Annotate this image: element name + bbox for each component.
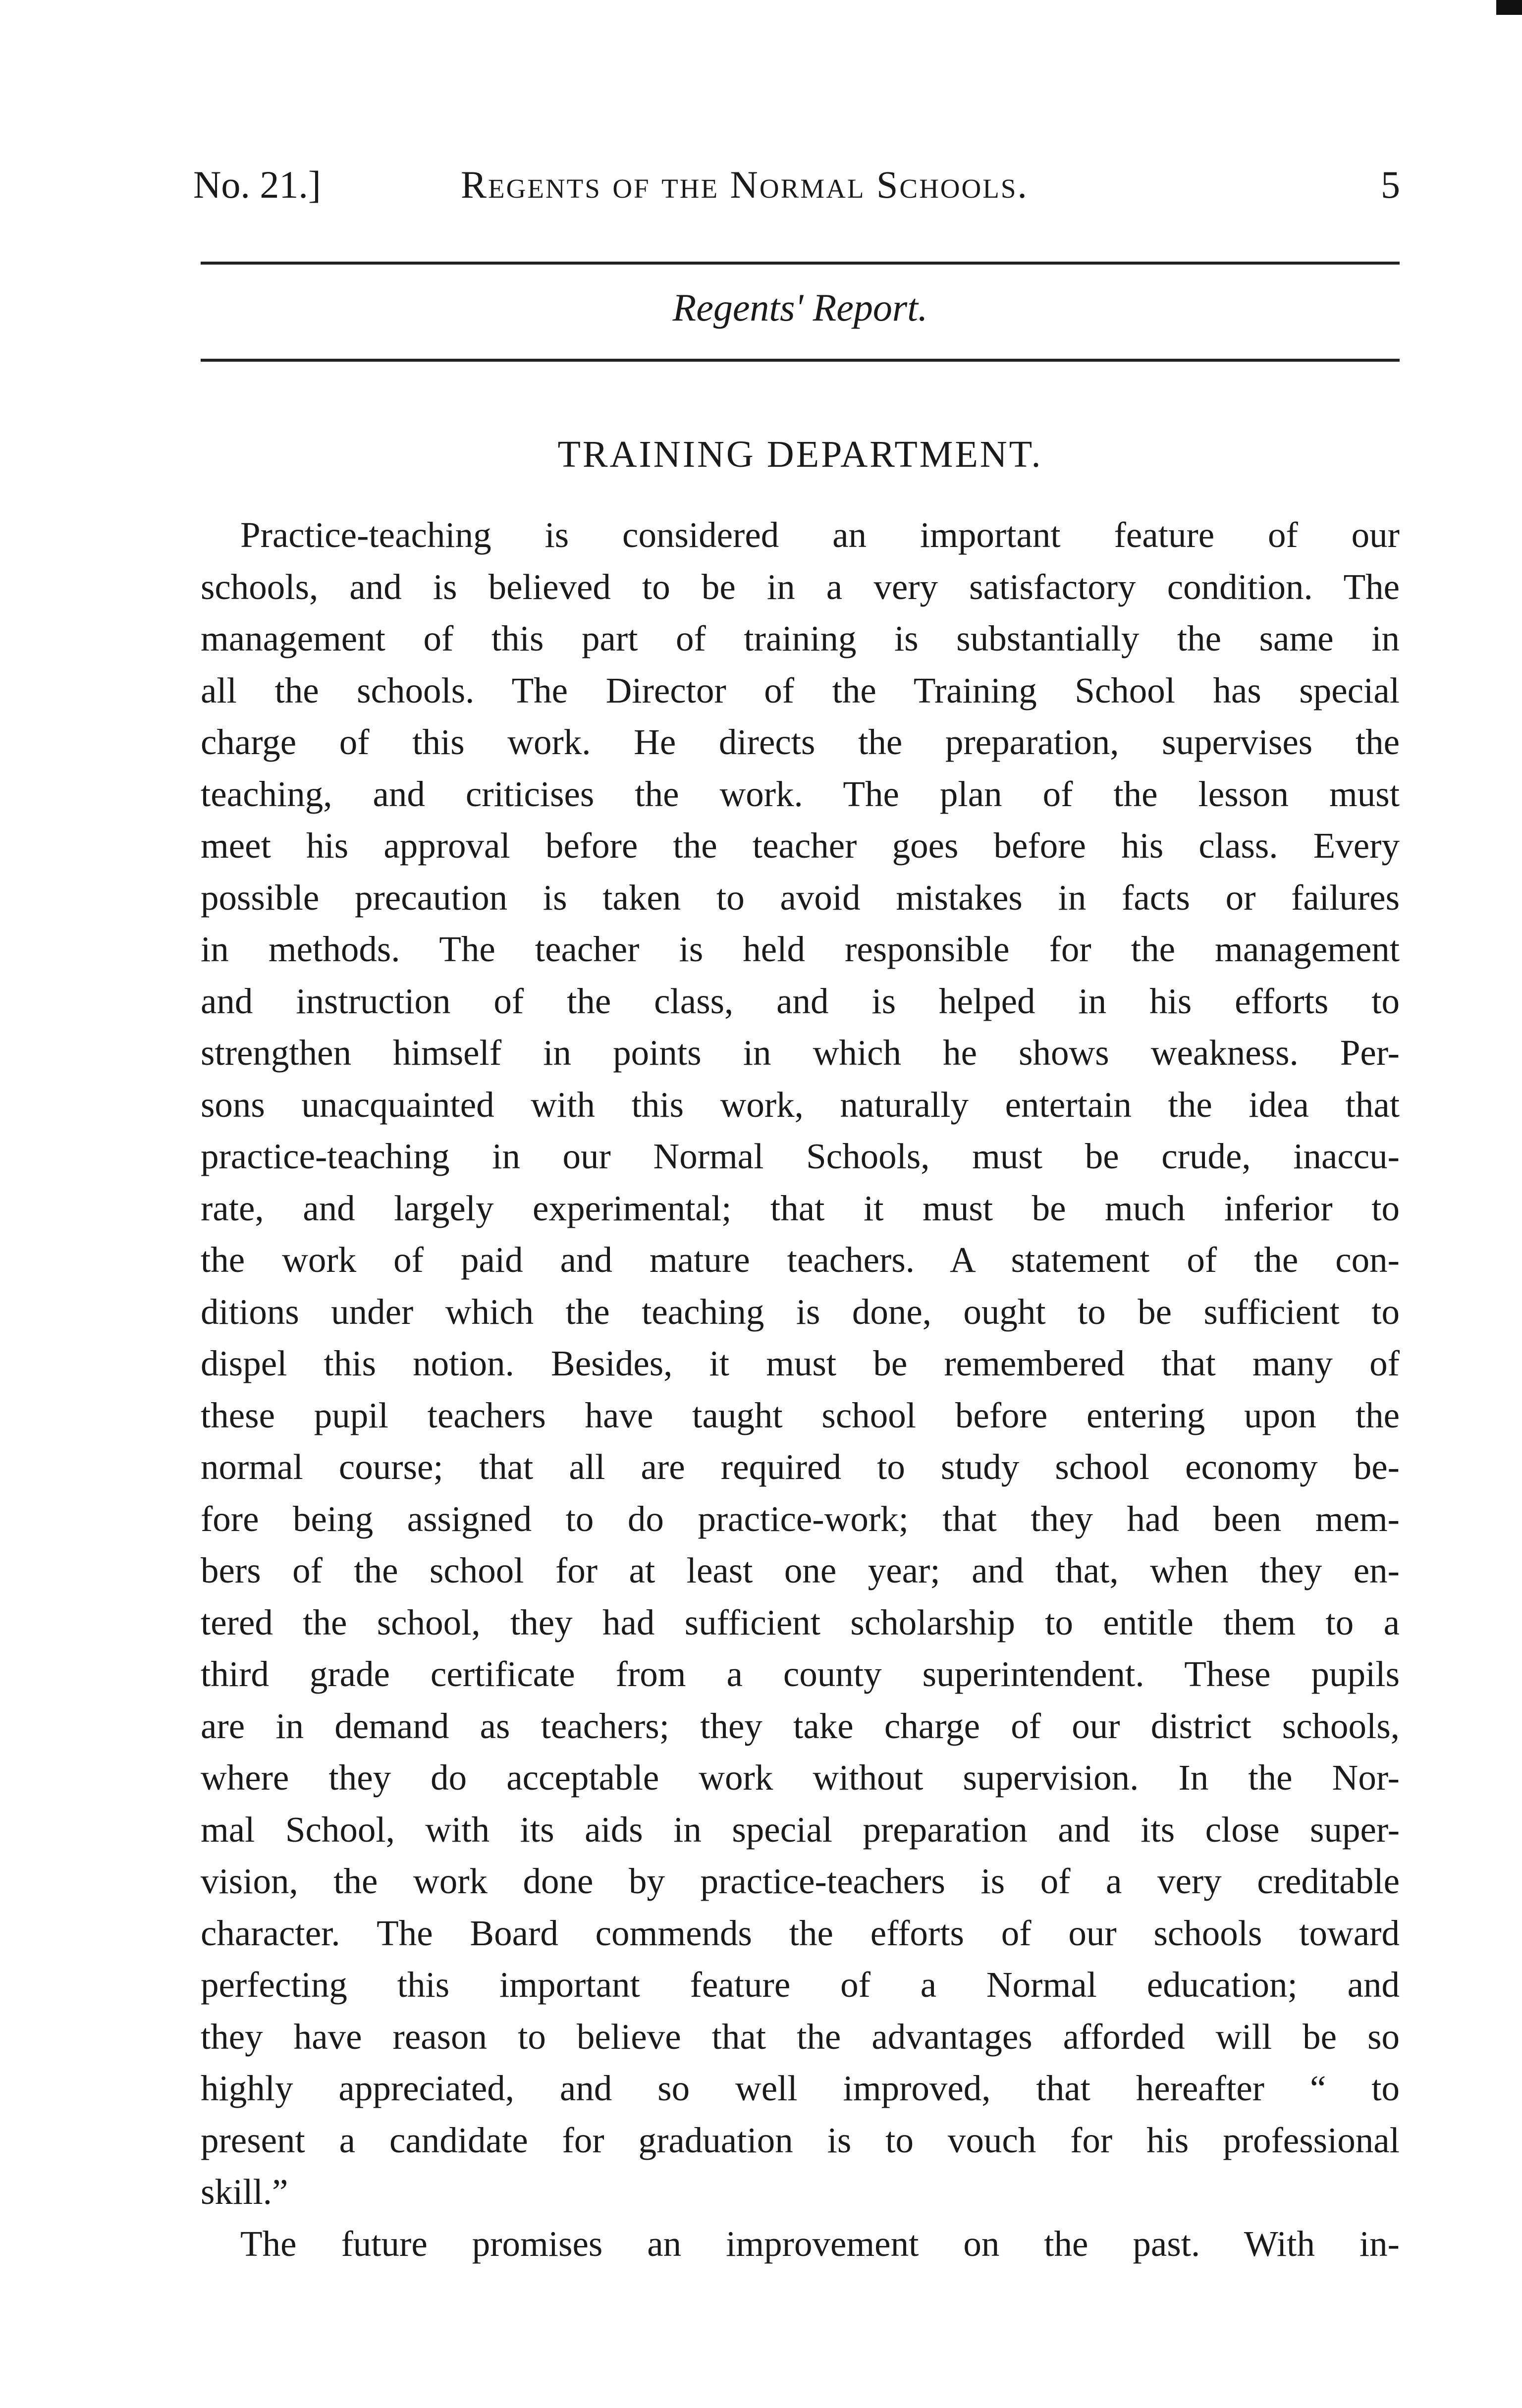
running-title: Regents of the Normal Schools.: [461, 163, 1029, 206]
text-line: Practice-teaching is considered an important feature of our: [240, 515, 1400, 555]
text-line: teaching, and criticises the work. The plan of the lesson must: [201, 773, 1400, 814]
header-rule-bottom: [201, 359, 1400, 362]
text-line: meet his approval before the teacher goes before his class. Every: [201, 825, 1400, 866]
text-line: where they do acceptable work without supervision. In the Nor-: [201, 1757, 1400, 1798]
text-line: rate, and largely experimental; that it must be much inferior to: [201, 1188, 1400, 1228]
section-title: TRAINING DEPARTMENT.: [557, 434, 1043, 475]
text-line: possible precaution is taken to avoid mistakes in facts or failures: [201, 877, 1400, 918]
text-line: present a candidate for graduation is to vouch for his professional: [201, 2120, 1400, 2160]
text-line: mal School, with its aids in special preparation and its close super-: [201, 1809, 1400, 1850]
text-line: vision, the work done by practice-teachers is of a very creditable: [201, 1861, 1400, 1901]
document-number: No. 21.]: [193, 163, 321, 206]
text-line: are in demand as teachers; they take charge of our district schools,: [201, 1705, 1400, 1746]
text-line: practice-teaching in our Normal Schools, must be crude, inaccu-: [201, 1136, 1400, 1176]
text-line: charge of this work. He directs the preparation, supervises the: [201, 722, 1400, 762]
text-line: The future promises an improvement on the past. With in-: [240, 2223, 1400, 2264]
body-text: [201, 509, 1400, 2270]
text-line: perfecting this important feature of a Normal education; and: [201, 1965, 1400, 2005]
text-line: normal course; that all are required to study school economy be-: [201, 1447, 1400, 1487]
text-line: sons unacquainted with this work, naturally entertain the idea that: [201, 1084, 1400, 1125]
text-line: strengthen himself in points in which he shows weakness. Per-: [201, 1033, 1400, 1073]
text-line: dispel this notion. Besides, it must be remembered that many of: [201, 1343, 1400, 1383]
text-line: management of this part of training is substantially the same in: [201, 618, 1400, 658]
text-line: skill.”: [201, 2172, 288, 2212]
text-line: bers of the school for at least one year; and that, when they en-: [201, 1550, 1400, 1590]
header-rule-top: [201, 262, 1400, 265]
running-header: [193, 158, 1400, 212]
text-line: these pupil teachers have taught school before entering upon the: [201, 1395, 1400, 1435]
text-line: third grade certificate from a county superintendent. These pupils: [201, 1654, 1400, 1694]
page-number: 5: [1381, 163, 1400, 206]
text-line: the work of paid and mature teachers. A statement of the con-: [201, 1240, 1400, 1280]
text-line: fore being assigned to do practice-work; that they had been mem-: [201, 1498, 1400, 1539]
text-line: in methods. The teacher is held responsible for the management: [201, 929, 1400, 969]
page-edge-mark: [1496, 0, 1522, 15]
text-line: tered the school, they had sufficient scholarship to entitle them to a: [201, 1602, 1400, 1642]
text-line: all the schools. The Director of the Training School has special: [201, 670, 1400, 711]
text-line: they have reason to believe that the advantages afforded will be so: [201, 2016, 1400, 2057]
text-line: highly appreciated, and so well improved, that hereafter “ to: [201, 2068, 1400, 2108]
report-subheading: Regents' Report.: [672, 286, 928, 329]
text-line: and instruction of the class, and is helped in his efforts to: [201, 981, 1400, 1021]
text-line: schools, and is believed to be in a very satisfactory condition. The: [201, 566, 1400, 607]
text-line: ditions under which the teaching is done, ought to be sufficient to: [201, 1291, 1400, 1332]
text-line: character. The Board commends the efforts of our schools toward: [201, 1913, 1400, 1953]
